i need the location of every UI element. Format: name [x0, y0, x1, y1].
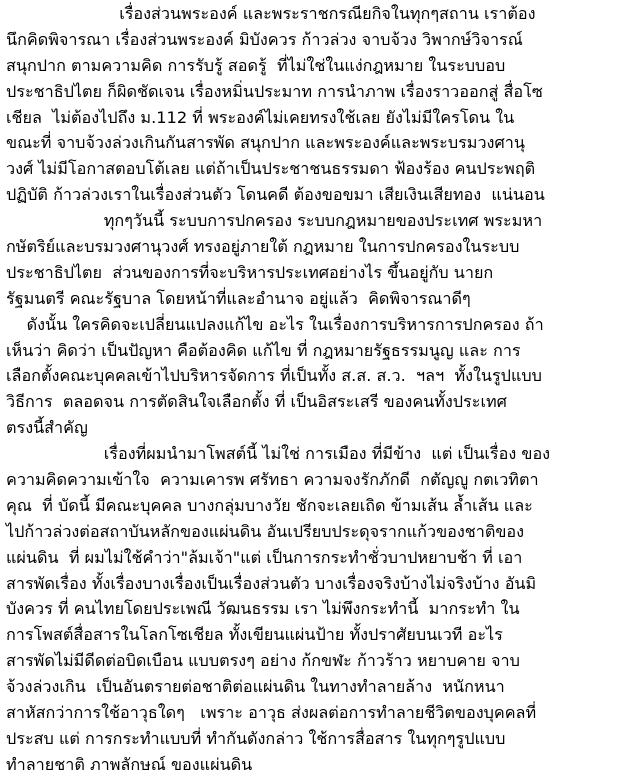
text-line: ประชาธิปไตย ส่วนของการที่จะบริหารประเทศอย่างไร ขึ้นอยู่กับ นายก: [6, 262, 494, 282]
text-line: จ้วงล่วงเกิน เป็นอันตรายต่อชาติต่อแผ่นดิน ในทางทำลายล้าง หนักหนา: [6, 677, 505, 697]
text-line: ทำลายชาติ ภาพลักษณ์ ของแผ่นดิน: [6, 754, 253, 774]
text-line: สาหัสกว่าการใช้อาวุธใดๆ เพราะ อาวุธ ส่งผลต่อการทำลายชีวิตของบุคคลที่: [6, 703, 537, 723]
text-line: วงศ์ ไม่มีโอกาสตอบโต้เลย แต่ถ้าเป็นประชาชนธรรมดา ฟ้องร้อง คนประพฤติ: [6, 159, 536, 179]
text-line: เห็นว่า คิดว่า เป็นปัญหา คือต้องคิด แก้ไข ที่ กฎหมายรัฐธรรมนูญ และ การ: [6, 340, 521, 360]
text-line: วิธีการ ตลอดจน การตัดสินใจเลือกตั้ง ที่ เป็นอิสระเสรี ของคนทั้งประเทศ: [6, 392, 507, 412]
text-line: รัฐมนตรี คณะรัฐบาล โดยหน้าที่และอำนาจ อยู่แล้ว คิดพิจารณาดีๆ: [6, 288, 471, 308]
text-line: กษัตริย์และบรมวงศานุวงศ์ ทรงอยู่ภายใต้ กฎหมาย ในการปกครองในระบบ: [6, 237, 520, 257]
text-line: ความคิดความเข้าใจ ความเคารพ ศรัทธา ความจงรักภักดี กตัญญู กตเวทิตา: [6, 470, 539, 490]
text-line: สนุกปาก ตามความคิด การรับรู้ สอดรู้ ที่ไม่ใช่ในแง่กฎหมาย ในระบบอบ: [6, 55, 506, 75]
text-line: เรื่องส่วนพระองค์ และพระราชกรณียกิจในทุกๆสถาน เราต้อง: [6, 4, 536, 23]
text-line: สารพัดไม่มีดีดต่อบิดเบือน แบบตรงๆ อย่าง ก้กขฬะ ก้าวร้าว หยาบคาย จาบ: [6, 651, 520, 671]
text-line: เรื่องที่ผมนำมาโพสต์นี้ ไม่ใช่ การเมือง ที่มีข้าง แต่ เป็นเรื่อง ของ: [6, 444, 551, 464]
text-line: ตรงนี้สำคัญ: [6, 418, 88, 438]
text-line: ประชาธิปไตย ก็ผิดชัดเจน เรื่องหมิ่นประมาท การนำภาพ เรื่องราวออกสู่ สื่อโซ: [6, 81, 543, 101]
text-line: สารพัดเรื่อง ทั้งเรื่องบางเรื่องเป็นเรื่องส่วนตัว บางเรื่องจริงบ้างไม่จริงบ้าง อันมิ: [6, 573, 537, 593]
text-line: คุณ ที่ บัดนี้ มีคณะบุคคล บางกลุ่มบางวัย ชักจะเลยเถิด ข้ามเส้น ล้ำเส้น และ: [6, 495, 533, 515]
text-line: ดังนั้น ใครคิดจะเปลี่ยนแปลงแก้ไข อะไร ในเรื่องการบริหารการปกครอง ถ้า: [6, 314, 544, 334]
text-line: เชียล ไม่ต้องไปถึง ม.112 ที่ พระองค์ไม่เคยทรงใช้เลย ยังไม่มีใครโดน ใน: [6, 107, 515, 127]
text-line: เลือกตั้งคณะบุคคลเข้าไปบริหารจัดการ ที่เป็นทั้ง ส.ส. ส.ว. ฯลฯ ทั้งในรูปแบบ: [6, 366, 542, 386]
text-line: ขณะที่ จาบจ้วงล่วงเกินกันสารพัด สนุกปาก และพระองค์และพระบรมวงศานุ: [6, 133, 525, 153]
text-line: การโพสต์สื่อสารในโลกโซเชียล ทั้งเขียนแผ่นป้าย ทั้งปราศัยบนเวที อะไร: [6, 625, 503, 645]
text-line: แผ่นดิน ที่ ผมไม่ใช้คำว่า"ล้มเจ้า"แต่ เป็นการกระทำชั่วบาปหยาบช้า ที่ เอา: [6, 547, 523, 567]
text-line: ปฏิบัติ ก้าวล่วงเราในเรื่องส่วนตัว โดนคดี ต้องขอขมา เสียเงินเสียทอง แน่นอน: [6, 185, 545, 205]
text-line: นึกคิดพิจารณา เรื่องส่วนพระองค์ มิบังควร ก้าวล่วง จาบจ้วง วิพากษ์วิจารณ์: [6, 29, 523, 49]
text-line: ไปก้าวล่วงต่อสถาบันหลักของแผ่นดิน อันเปรียบประดุจรากแก้วของชาติของ: [6, 521, 525, 541]
document-body: [6, 1, 622, 778]
text-line: บังควร ที่ คนไทยโดยประเพณี วัฒนธรรม เรา ไม่พึงกระทำนี้ มากระทำ ใน: [6, 599, 520, 619]
text-line: ทุกๆวันนี้ ระบบการปกครอง ระบบกฎหมายของประเทศ พระมหา: [6, 211, 543, 231]
text-line: ประสบ แต่ การกระทำแบบที่ ทำกันดังกล่าว ใช้การสื่อสาร ในทุกๆรูปแบบ: [6, 728, 506, 748]
